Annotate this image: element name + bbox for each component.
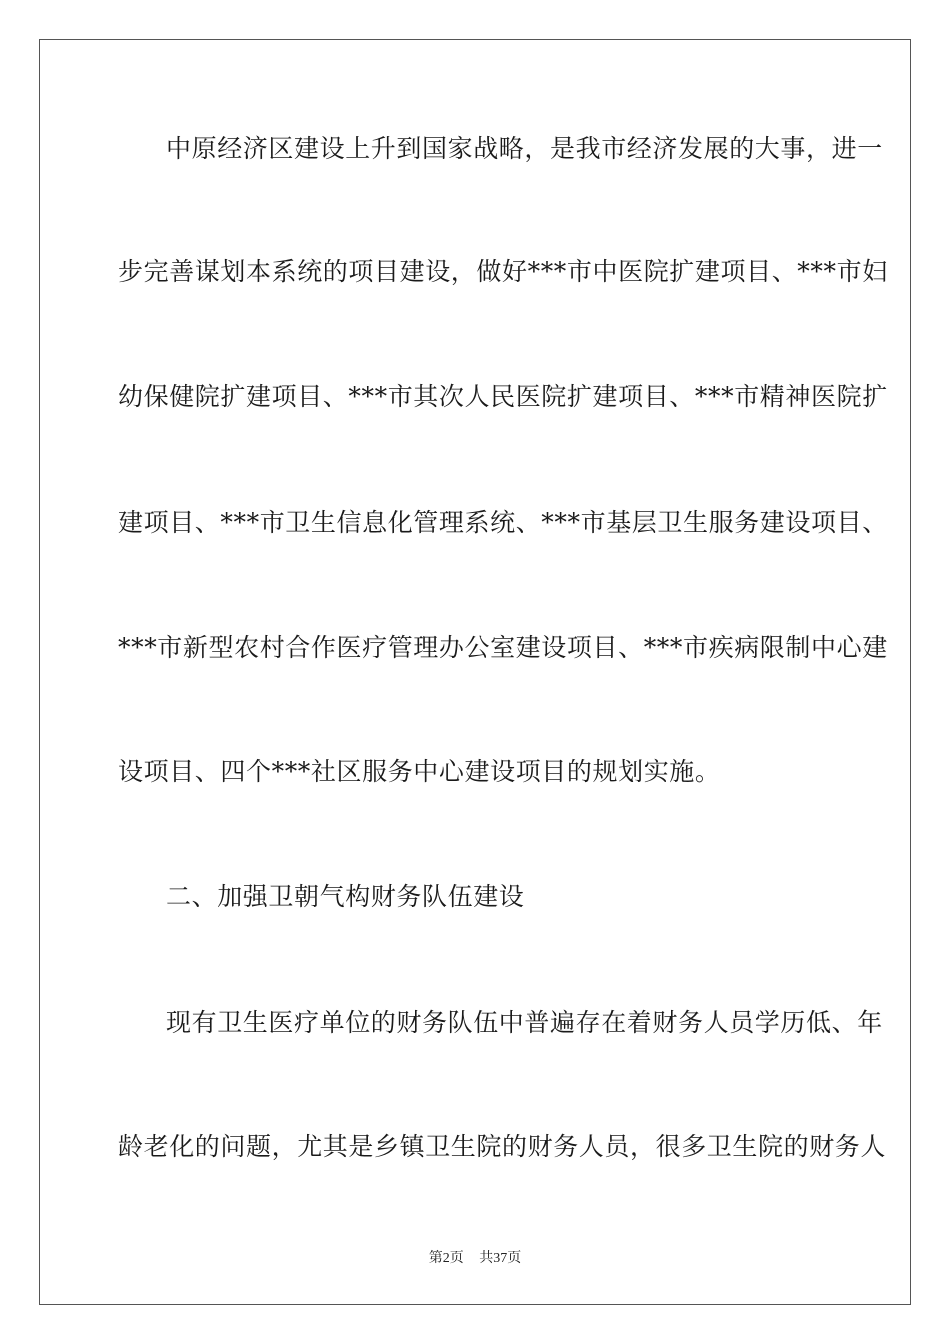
- paragraph-line: 设项目、四个***社区服务中心建设项目的规划实施。: [118, 757, 721, 786]
- section-heading: 二、加强卫朝气构财务队伍建设: [166, 882, 525, 911]
- paragraph-line: 建项目、***市卫生信息化管理系统、***市基层卫生服务建设项目、: [118, 508, 888, 537]
- page-border: [39, 39, 911, 1305]
- paragraph-line: 现有卫生医疗单位的财务队伍中普遍存在着财务人员学历低、年: [166, 1008, 883, 1037]
- paragraph-line: 龄老化的问题，尤其是乡镇卫生院的财务人员，很多卫生院的财务人: [118, 1132, 887, 1161]
- paragraph-line: ***市新型农村合作医疗管理办公室建设项目、***市疾病限制中心建: [118, 633, 888, 662]
- paragraph-line: 中原经济区建设上升到国家战略，是我市经济发展的大事，进一: [166, 134, 883, 163]
- paragraph-line: 幼保健院扩建项目、***市其次人民医院扩建项目、***市精神医院扩: [118, 382, 888, 411]
- page-total: 共37页: [479, 1251, 522, 1266]
- page-footer: [0, 1247, 950, 1267]
- page-number: 第2页: [428, 1251, 464, 1266]
- paragraph-line: 步完善谋划本系统的项目建设，做好***市中医院扩建项目、***市妇: [118, 257, 888, 286]
